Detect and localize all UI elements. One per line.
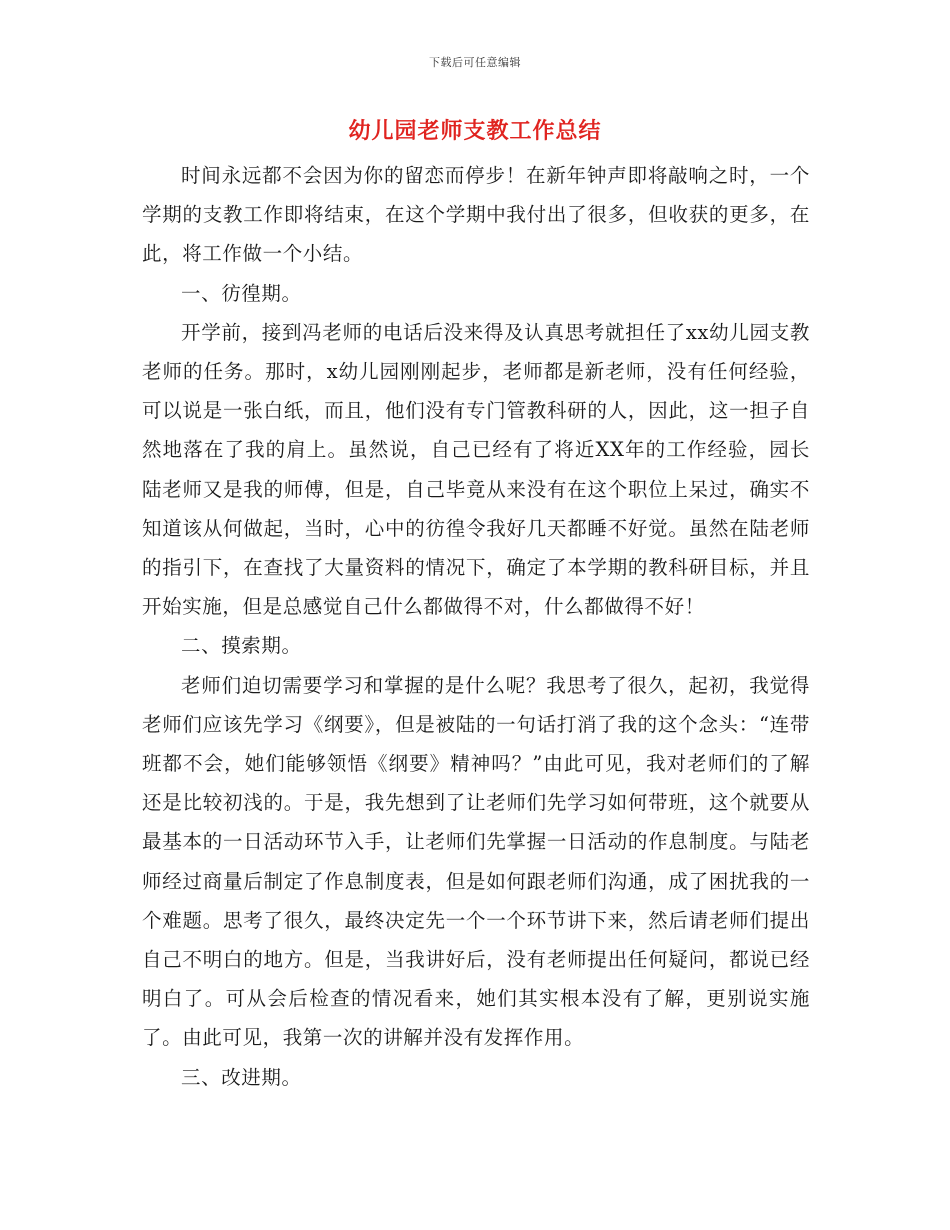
section-heading-1: 一、彷徨期。 bbox=[181, 281, 302, 305]
section-heading-2: 二、摸索期。 bbox=[181, 634, 302, 658]
paragraph-section-2: 老师们迫切需要学习和掌握的是什么呢？我思考了很久，起初，我觉得老师们应该先学习《纲要》，但是被陆的一句话打消了我的这个念头：“连带班都不会，她们能够领悟《纲要》精神吗？”由此可见，我对老师们的了解还是比较初浅的。于是，我先想到了让老师们先学习如何带班，这个就要从最基本的一日活动环节入手，让老师们先掌握一日活动的作息制度。与陆老师经过商量后制定了作息制度表，但是如何跟老师们沟通，成了困扰我的一个难题。思考了很久，最终决定先一个一个环节讲下来，然后请老师们提出自己不明白的地方。但是，当我讲好后，没有老师提出任何疑问，都说已经明白了。可从会后检查的情况看来，她们其实根本没有了解，更别说实施了。由此可见，我第一次的讲解并没有发挥作用。 bbox=[142, 673, 810, 1050]
header-note: 下载后可任意编辑 bbox=[429, 56, 521, 69]
paragraph-intro: 时间永远都不会因为你的留恋而停步！在新年钟声即将敲响之时，一个学期的支教工作即将结束，在这个学期中我付出了很多，但收获的更多，在此，将工作做一个小结。 bbox=[142, 164, 810, 266]
paragraph-section-1: 开学前，接到冯老师的电话后没来得及认真思考就担任了xx幼儿园支教老师的任务。那时，x幼儿园刚刚起步，老师都是新老师，没有任何经验，可以说是一张白纸，而且，他们没有专门管教科研的人，因此，这一担子自然地落在了我的肩上。虽然说，自己已经有了将近XX年的工作经验，园长陆老师又是我的师傅，但是，自己毕竟从来没有在这个职位上呆过，确实不知道该从何做起，当时，心中的彷徨令我好几天都睡不好觉。虽然在陆老师的指引下，在查找了大量资料的情况下，确定了本学期的教科研目标，并且开始实施，但是总感觉自己什么都做得不对，什么都做得不好！ bbox=[142, 320, 810, 619]
document-title: 幼儿园老师支教工作总结 bbox=[348, 118, 602, 144]
section-heading-3: 三、改进期。 bbox=[181, 1065, 302, 1089]
document-body bbox=[142, 156, 810, 1097]
